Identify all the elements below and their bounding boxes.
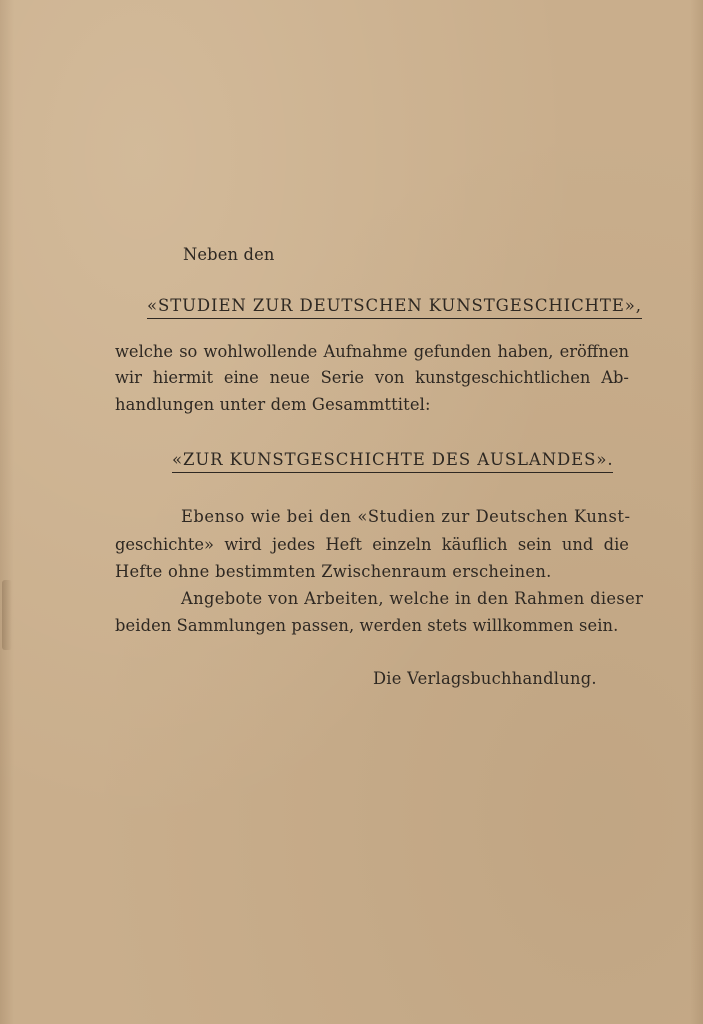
word: die [603,535,629,554]
word: kunstgeschichtlichen [415,368,591,387]
intro-text: Neben den [183,245,275,264]
word: hiermit [152,368,214,387]
word: haben, [497,342,554,361]
word: und [561,535,594,554]
word: Serie [320,368,365,387]
word: geschichte» [115,535,214,554]
paragraph-one-line-3: handlungen unter dem Gesammttitel: [115,395,431,414]
word: von [374,368,405,387]
word: so [179,342,198,361]
word: Heft [325,535,362,554]
word: jedes [272,535,316,554]
word: wohlwollende [203,342,318,361]
word: wir [115,368,142,387]
paragraph-three-line-1: Angebote von Arbeiten, welche in den Rahmen dieser [181,589,644,608]
word: einzeln [372,535,432,554]
paragraph-one-line-2 [115,368,629,388]
word: sein [517,535,552,554]
paragraph-two-line-1: Ebenso wie bei den «Studien zur Deutschen Kunst- [181,507,631,526]
page-fold-mark [2,580,12,650]
word: Aufnahme [323,342,408,361]
word: wird [224,535,262,554]
paragraph-two-line-3: Hefte ohne bestimmten Zwischenraum erscheinen. [115,562,552,581]
series-two-title: «ZUR KUNSTGESCHICHTE DES AUSLANDES». [172,450,613,473]
word: Ab- [601,368,629,387]
publisher-signature: Die Verlagsbuchhandlung. [373,669,597,688]
word: gefunden [413,342,492,361]
word: käuflich [441,535,508,554]
word: eine [223,368,259,387]
series-one-title: «STUDIEN ZUR DEUTSCHEN KUNSTGESCHICHTE», [147,296,642,319]
paragraph-three-line-2: beiden Sammlungen passen, werden stets willkommen sein. [115,616,619,635]
word: neue [269,368,310,387]
paragraph-two-line-2 [115,535,629,555]
paragraph-one-line-1 [115,342,629,362]
word: welche [115,342,174,361]
word: eröffnen [559,342,629,361]
